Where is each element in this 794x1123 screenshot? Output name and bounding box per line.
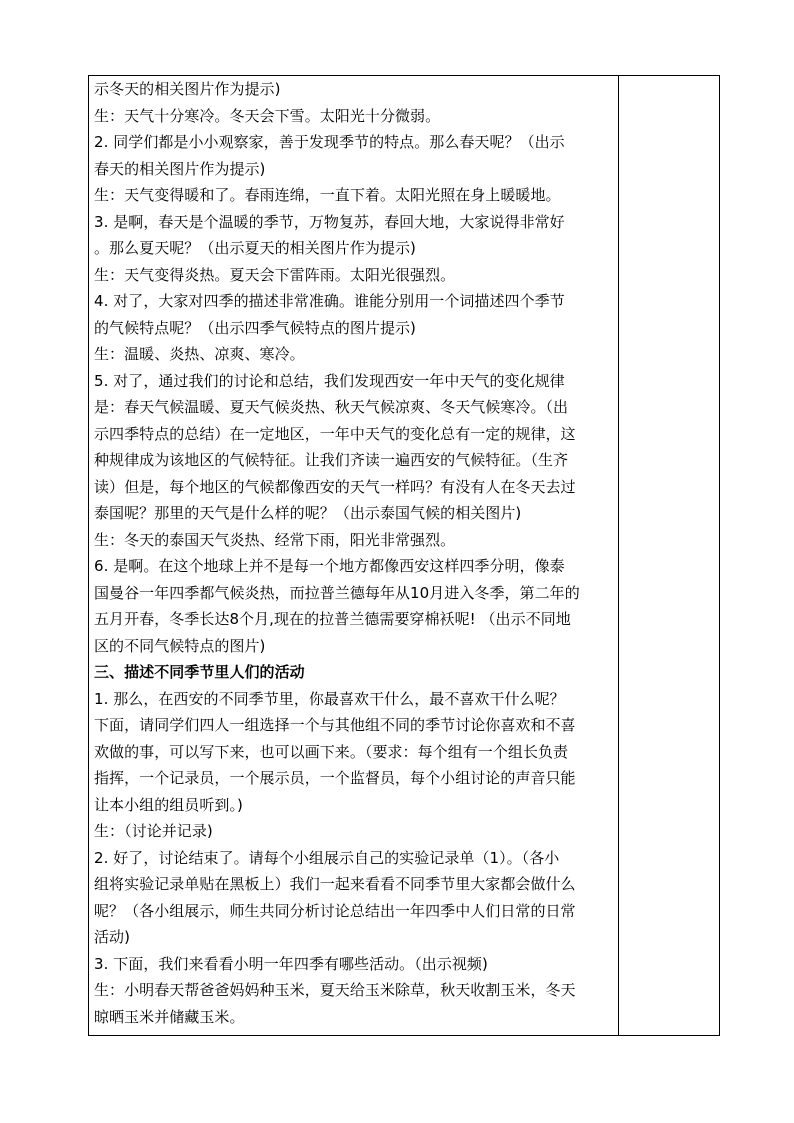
text-line: 6. 是啊。在这个地球上并不是每一个地方都像西安这样四季分明，像泰: [94, 557, 565, 575]
text-line: 读）但是，每个地区的气候都像西安的天气一样吗？有没有人在冬天去过: [94, 477, 576, 496]
text-line: 4. 对了，大家对四季的描述非常准确。谁能分别用一个词描述四个季节: [94, 292, 565, 310]
text-line: 2. 好了，讨论结束了。请每个小组展示自己的实验记录单（1）。（各小: [94, 848, 560, 867]
text-line: 3. 是啊，春天是个温暖的季节，万物复苏，春回大地，大家说得非常好: [94, 212, 565, 231]
text-line: 生：冬天的泰国天气炎热、经常下雨，阳光非常强烈。: [94, 530, 456, 549]
text-line: 3. 下面，我们来看看小明一年四季有哪些活动。（出示视频): [94, 954, 488, 973]
text-line: 春天的相关图片作为提示): [94, 159, 266, 178]
text-line: 示四季特点的总结）在一定地区，一年中天气的变化总有一定的规律，这: [94, 424, 576, 443]
text-line: 2. 同学们都是小小观察家，善于发现季节的特点。那么春天呢？（出示: [94, 133, 565, 151]
text-line: 组将实验记录单贴在黑板上）我们一起来看看不同季节里大家都会做什么: [94, 875, 576, 893]
text-line: 5. 对了，通过我们的讨论和总结，我们发现西安一年中天气的变化规律: [94, 371, 565, 390]
text-line: 。那么夏天呢？（出示夏天的相关图片作为提示): [94, 239, 416, 257]
notes-cell: [619, 76, 719, 1035]
text-line: 五月开春，冬季长达8个月,现在的拉普兰德需要穿棉袄呢! （出示不同地: [94, 610, 571, 628]
text-line: 生：天气变得暖和了。春雨连绵，一直下着。太阳光照在身上暖暖地。: [94, 186, 561, 204]
text-line: 1. 那么，在西安的不同季节里，你最喜欢干什么，最不喜欢干什么呢？: [94, 689, 565, 708]
text-line: 泰国呢？那里的天气是什么样的呢？（出示泰国气候的相关图片): [94, 504, 522, 522]
text-line: 生：小明春天帮爸爸妈妈种玉米，夏天给玉米除草，秋天收割玉米，冬天: [94, 981, 576, 999]
text-line: 活动): [94, 928, 131, 946]
text-line: 国曼谷一年四季都气候炎热，而拉普兰德每年从10月进入冬季，第二年的: [94, 583, 580, 602]
text-line: 晾晒玉米并储藏玉米。: [94, 1007, 245, 1026]
text-line: 示冬天的相关图片作为提示): [94, 80, 281, 98]
text-line: 欢做的事，可以写下来，也可以画下来。（要求：每个组有一个组长负责: [94, 742, 569, 761]
document-table: [88, 75, 720, 1036]
text-line: 生：天气十分寒冷。冬天会下雪。太阳光十分微弱。: [94, 106, 441, 125]
text-line: 下面，请同学们四人一组选择一个与其他组不同的季节讨论你喜欢和不喜: [94, 716, 576, 734]
text-line: 呢？（各小组展示，师生共同分析讨论总结出一年四季中人们日常的日常: [94, 901, 576, 920]
text-line: 是：春天气候温暖、夏天气候炎热、秋天气候凉爽、冬天气候寒冷。（出: [94, 398, 569, 416]
text-line: 的气候特点呢？（出示四季气候特点的图片提示): [94, 318, 416, 337]
text-line: 生：温暖、炎热、凉爽、寒冷。: [94, 345, 305, 363]
text-line: 生：（讨论并记录): [94, 822, 213, 840]
text-line: 让本小组的组员听到。): [94, 795, 243, 814]
text-line: 指挥，一个记录员，一个展示员，一个监督员，每个小组讨论的声音只能: [94, 769, 576, 787]
lesson-content-cell: [94, 76, 616, 1035]
text-line: 种规律成为该地区的气候特征。让我们齐读一遍西安的气候特征。（生齐: [94, 451, 569, 469]
text-line: 区的不同气候特点的图片): [94, 636, 266, 655]
text-line: 生：天气变得炎热。夏天会下雷阵雨。太阳光很强烈。: [94, 265, 456, 284]
section-heading: 三、描述不同季节里人们的活动: [94, 663, 305, 681]
